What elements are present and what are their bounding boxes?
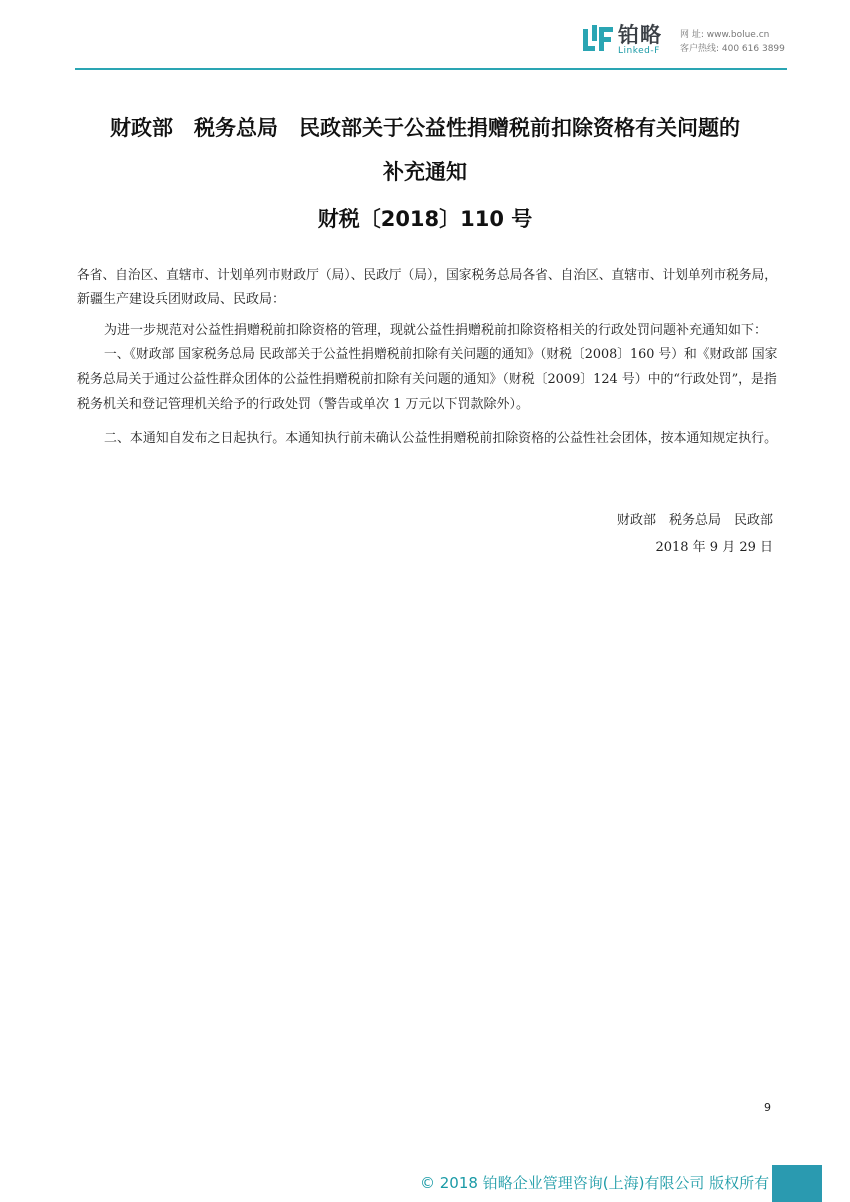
logo-tagline: Linked-F xyxy=(618,46,660,56)
item-1-line-1: 一、《财政部 国家税务总局 民政部关于公益性捐赠税前扣除有关问题的通知》（财税〔2008〕160 号）和《财政部 国家 xyxy=(104,347,778,362)
document-number: 财税〔2018〕110 号 xyxy=(317,207,533,231)
website: 网 址: www.bolue.cn xyxy=(680,30,770,40)
footer-copyright: © 2018 铂略企业管理咨询(上海)有限公司 版权所有 xyxy=(420,1174,770,1192)
item-2-paragraph: 二、本通知自发布之日起执行。本通知执行前未确认公益性捐赠税前扣除资格的公益性社会团体，按本通知规定执行。 xyxy=(104,431,778,446)
addressee-line-1: 各省、自治区、直辖市、计划单列市财政厅（局）、民政厅（局），国家税务总局各省、自治区、直辖市、计划单列市税务局， xyxy=(77,268,778,283)
issuing-authorities: 财政部 税务总局 民政部 xyxy=(616,513,773,528)
intro-paragraph: 为进一步规范对公益性捐赠税前扣除资格的管理，现就公益性捐赠税前扣除资格相关的行政处罚问题补充通知如下： xyxy=(104,323,768,338)
addressee-line-2: 新疆生产建设兵团财政局、民政局： xyxy=(77,292,286,307)
contact-info xyxy=(680,28,785,56)
header-divider xyxy=(75,68,787,70)
page-header xyxy=(0,0,850,70)
item-1-line-3: 税务机关和登记管理机关给予的行政处罚（警告或单次 1 万元以下罚款除外）。 xyxy=(77,397,530,412)
page-number: 9 xyxy=(764,1101,771,1114)
item-1-line-2: 税务总局关于通过公益性群众团体的公益性捐赠税前扣除有关问题的通知》（财税〔2009〕124 号）中的“行政处罚”，是指 xyxy=(77,372,777,387)
footer-accent-block xyxy=(772,1165,822,1202)
document-body xyxy=(77,264,777,454)
logo-name: 铂略 xyxy=(618,23,662,47)
hotline: 客户热线: 400 616 3899 xyxy=(680,44,785,54)
document-title-line-2: 补充通知 xyxy=(383,160,467,184)
logo-icon xyxy=(583,25,613,51)
issue-date: 2018 年 9 月 29 日 xyxy=(655,540,773,555)
document-title-line-1: 财政部 税务总局 民政部关于公益性捐赠税前扣除资格有关问题的 xyxy=(110,116,740,140)
